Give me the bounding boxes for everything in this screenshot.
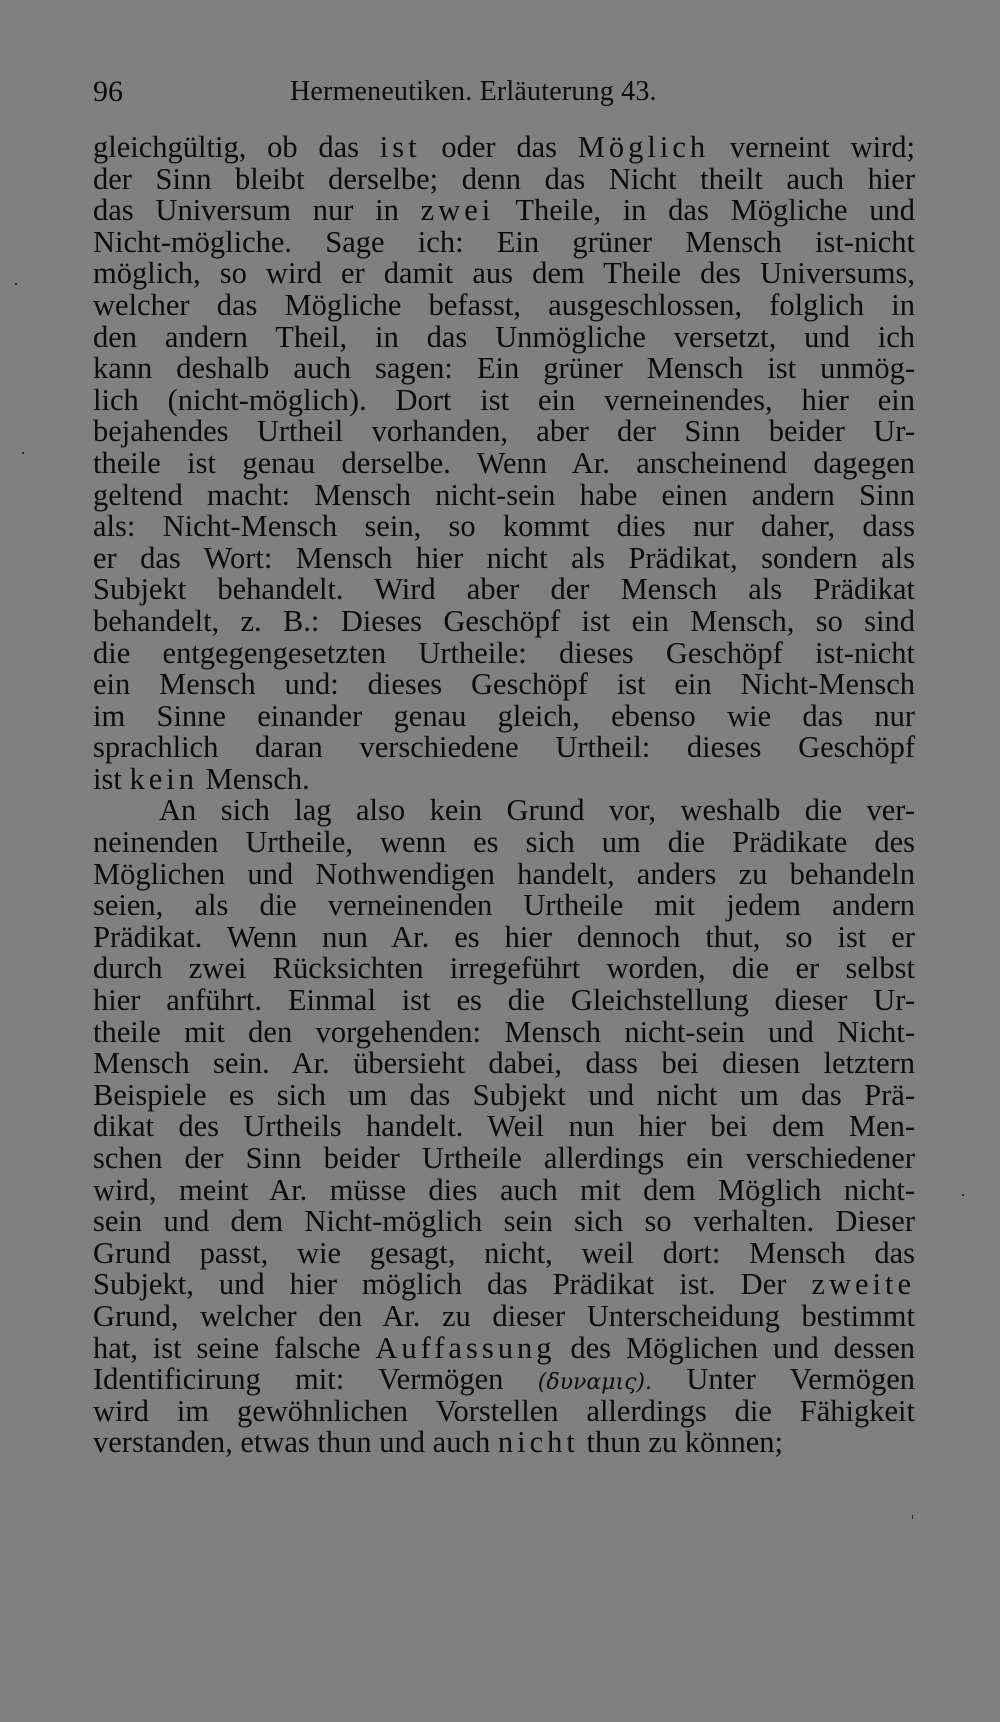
text-line: sein und dem Nicht-möglich sein sich so verhalten. Dieser: [93, 1204, 915, 1239]
text-line: den andern Theil, in das Unmögliche versetzt, und ich: [93, 319, 915, 354]
text-line: welcher das Mögliche befasst, ausgeschlossen, folglich in: [93, 287, 915, 322]
text-line: schen der Sinn beider Urtheile allerdings ein verschiedener: [93, 1141, 915, 1175]
paragraph-1: [93, 132, 915, 795]
scan-speck: [15, 283, 17, 285]
page-header: [93, 72, 913, 112]
text-line: Grund passt, wie gesagt, nicht, weil dort: Mensch das: [93, 1235, 915, 1270]
text-line: Nicht-mögliche. Sage ich: Ein grüner Mensch ist-nicht: [93, 224, 915, 259]
text-line: als: Nicht-Mensch sein, so kommt dies nur daher, dass: [93, 509, 915, 544]
text-line: Subjekt behandelt. Wird aber der Mensch als Prädikat: [93, 572, 915, 607]
text-line: der Sinn bleibt derselbe; denn das Nicht theilt auch hier: [93, 161, 915, 196]
text-line: hat, ist seine falsche Auffassung des Möglichen und dessen: [93, 1330, 915, 1365]
text-line: Möglichen und Nothwendigen handelt, anders zu behandeln: [93, 856, 915, 891]
text-line: Identificirung mit: Vermögen (δυναμις). Unter Vermögen: [93, 1362, 915, 1397]
text-line: wird, meint Ar. müsse dies auch mit dem Möglich nicht-: [93, 1172, 915, 1207]
text-line: bejahendes Urtheil vorhanden, aber der Sinn beider Ur-: [93, 414, 915, 449]
text-line: ein Mensch und: dieses Geschöpf ist ein Nicht-Mensch: [93, 667, 915, 702]
text-line: An sich lag also kein Grund vor, weshalb die ver-: [159, 793, 915, 828]
text-line: lich (nicht-möglich). Dort ist ein verneinendes, hier ein: [93, 382, 915, 417]
text-line: er das Wort: Mensch hier nicht als Prädikat, sondern als: [93, 540, 915, 575]
text-line: geltend macht: Mensch nicht-sein habe einen andern Sinn: [93, 477, 915, 512]
text-line: verstanden, etwas thun und auch nicht thun zu können;: [93, 1425, 784, 1460]
text-line: durch zwei Rücksichten irregeführt worden, die er selbst: [93, 951, 915, 986]
text-line: gleichgültig, ob das ist oder das Möglich verneint wird;: [93, 130, 916, 164]
paragraph-2: [93, 795, 915, 1458]
running-head: Hermeneutiken. Erläuterung 43.: [290, 76, 657, 107]
body-text: [93, 132, 915, 1459]
text-line: Beispiele es sich um das Subjekt und nicht um das Prä-: [93, 1077, 915, 1112]
text-line: ist kein Mensch.: [93, 761, 310, 796]
text-line: behandelt, z. B.: Dieses Geschöpf ist ein Mensch, so sind: [93, 603, 915, 638]
text-line: dikat des Urtheils handelt. Weil nun hier bei dem Men-: [93, 1109, 915, 1144]
text-line: die entgegengesetzten Urtheile: dieses Geschöpf ist-nicht: [93, 635, 915, 670]
text-line: Subjekt, und hier möglich das Prädikat ist. Der zweite: [93, 1267, 915, 1302]
scan-speck: [22, 452, 24, 454]
text-line: neinenden Urtheile, wenn es sich um die Prädikate des: [93, 825, 915, 860]
text-line: möglich, so wird er damit aus dem Theile des Universums,: [93, 256, 915, 291]
text-line: Mensch sein. Ar. übersieht dabei, dass bei diesen letztern: [93, 1046, 915, 1081]
text-line: hier anführt. Einmal ist es die Gleichstellung dieser Ur-: [93, 983, 915, 1018]
greek-term: (δυναμις).: [537, 1370, 653, 1396]
page-number: 96: [93, 75, 123, 108]
text-line: Prädikat. Wenn nun Ar. es hier dennoch thut, so ist er: [93, 919, 915, 954]
text-line: das Universum nur in zwei Theile, in das Mögliche und: [93, 193, 916, 228]
text-line: kann deshalb auch sagen: Ein grüner Mensch ist unmög-: [93, 351, 915, 386]
scan-speck: [912, 1515, 913, 1519]
text-line: seien, als die verneinenden Urtheile mit jedem andern: [93, 888, 915, 923]
text-line: Grund, welcher den Ar. zu dieser Unterscheidung bestimmt: [93, 1298, 915, 1333]
text-line: im Sinne einander genau gleich, ebenso wie das nur: [93, 698, 915, 733]
text-line: wird im gewöhnlichen Vorstellen allerdings die Fähigkeit: [93, 1393, 915, 1428]
text-line: theile mit den vorgehenden: Mensch nicht-sein und Nicht-: [93, 1014, 915, 1049]
text-line: theile ist genau derselbe. Wenn Ar. anscheinend dagegen: [93, 445, 915, 480]
scan-speck: [962, 1194, 964, 1196]
text-line: sprachlich daran verschiedene Urtheil: dieses Geschöpf: [93, 730, 915, 765]
